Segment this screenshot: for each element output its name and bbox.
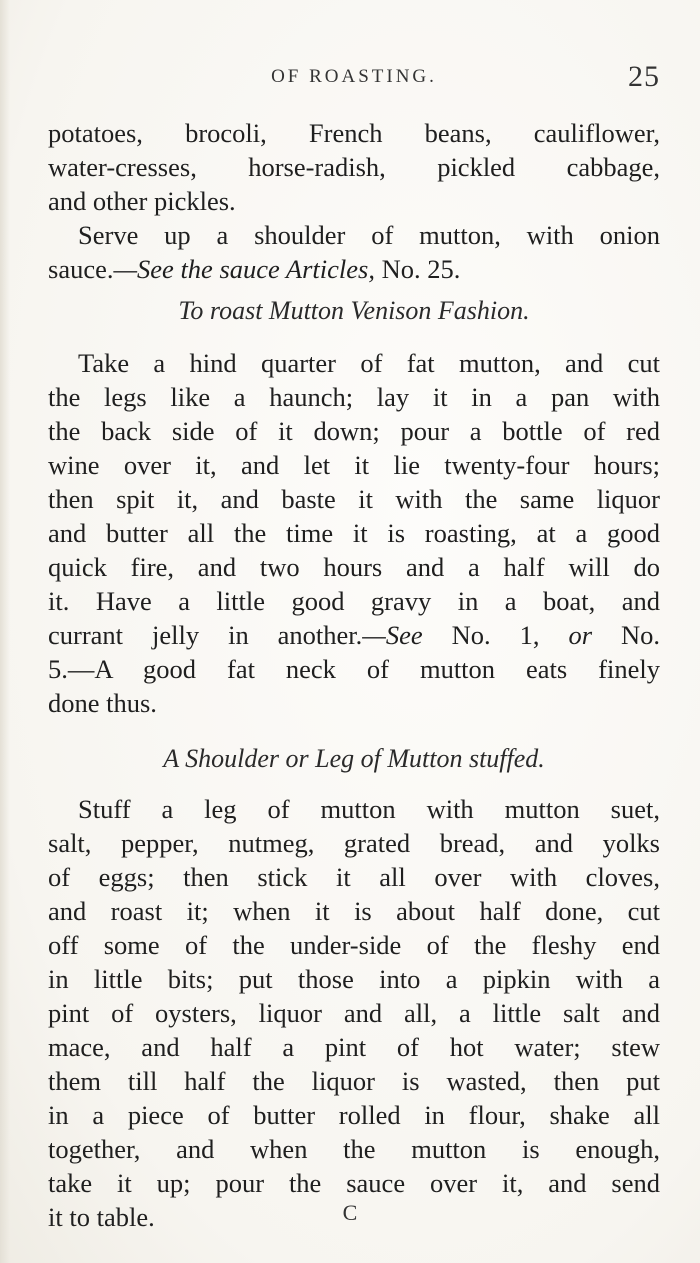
text-line: water-cresses, horse-radish, pickled cabbage,	[48, 152, 660, 182]
text-line: potatoes, brocoli, French beans, cauliflower,	[48, 118, 660, 148]
text-line: off some of the under-side of the fleshy end	[48, 930, 660, 960]
text-line: pint of oysters, liquor and all, a little salt and	[48, 998, 660, 1028]
text-line	[48, 618, 660, 652]
text-line: then spit it, and baste it with the same liquor	[48, 484, 660, 514]
text-line: in a piece of butter rolled in flour, shake all	[48, 1100, 660, 1130]
text-line: of eggs; then stick it all over with cloves,	[48, 862, 660, 892]
text-line: the legs like a haunch; lay it in a pan with	[48, 382, 660, 412]
text-line: the back side of it down; pour a bottle of red	[48, 416, 660, 446]
cross-reference: —See	[362, 620, 423, 650]
text-line: take it up; pour the sauce over it, and send	[48, 1168, 660, 1198]
paragraph-venison-fashion	[48, 346, 660, 720]
text-line: together, and when the mutton is enough,	[48, 1134, 660, 1164]
paragraph-shoulder-serve	[48, 218, 660, 286]
text-line: Serve up a shoulder of mutton, with onion	[78, 220, 660, 250]
text-span: sauce.	[48, 254, 114, 284]
page-number: 25	[628, 60, 660, 93]
text-line	[48, 252, 660, 286]
text-line: and other pickles.	[48, 186, 236, 216]
text-span: No.	[592, 620, 661, 650]
text-line: it to table.	[48, 1202, 155, 1232]
text-span: currant jelly in another.	[48, 620, 363, 650]
body-text	[48, 116, 660, 1234]
signature-mark: C	[342, 1200, 358, 1225]
text-span-italic: or	[568, 620, 593, 650]
text-line: Stuff a leg of mutton with mutton suet,	[78, 794, 660, 824]
page-header	[48, 60, 660, 100]
text-line: them till half the liquor is wasted, then put	[48, 1066, 660, 1096]
text-line: done thus.	[48, 688, 157, 718]
recipe-heading-stuffed: A Shoulder or Leg of Mutton stuffed.	[163, 744, 545, 773]
text-span: No. 1,	[422, 620, 569, 650]
text-line: and butter all the time it is roasting, at a good	[48, 518, 660, 548]
paragraph-stuffed-mutton	[48, 792, 660, 1234]
text-line: 5.—A good fat neck of mutton eats finely	[48, 654, 660, 684]
text-line: salt, pepper, nutmeg, grated bread, and yolks	[48, 828, 660, 858]
recipe-heading-venison: To roast Mutton Venison Fashion.	[178, 296, 530, 325]
text-line: and roast it; when it is about half done, cut	[48, 896, 660, 926]
text-line: in little bits; put those into a pipkin with a	[48, 964, 660, 994]
running-head: OF ROASTING.	[271, 66, 437, 87]
text-line: mace, and half a pint of hot water; stew	[48, 1032, 660, 1062]
page-gutter-shadow	[0, 0, 10, 1263]
cross-reference: —See the sauce Articles,	[113, 254, 375, 284]
text-line: it. Have a little good gravy in a boat, and	[48, 586, 660, 616]
text-span: No. 25.	[374, 254, 461, 284]
text-line: quick fire, and two hours and a half will do	[48, 552, 660, 582]
paragraph-vegetables	[48, 116, 660, 218]
text-line: Take a hind quarter of fat mutton, and cut	[78, 348, 660, 378]
text-line: wine over it, and let it lie twenty-four hours;	[48, 450, 660, 480]
